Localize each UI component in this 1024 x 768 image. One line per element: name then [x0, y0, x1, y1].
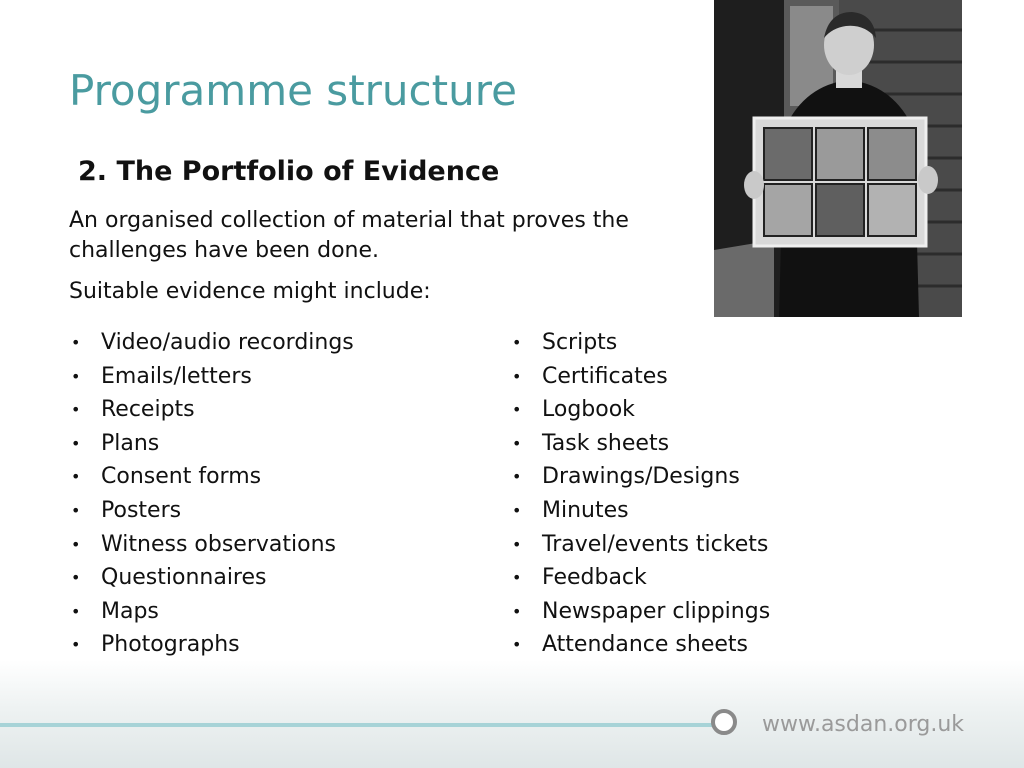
list-item: • Minutes — [510, 494, 770, 528]
list-item: • Photographs — [69, 628, 354, 662]
evidence-list-left — [69, 326, 354, 662]
list-item: • Maps — [69, 595, 354, 629]
list-item: • Travel/events tickets — [510, 528, 770, 562]
list-item: • Questionnaires — [69, 561, 354, 595]
circle-icon — [711, 709, 737, 735]
list-item: • Attendance sheets — [510, 628, 770, 662]
website-url[interactable]: www.asdan.org.uk — [762, 712, 965, 737]
list-item: • Certificates — [510, 360, 770, 394]
list-item: • Drawings/Designs — [510, 460, 770, 494]
list-item: • Feedback — [510, 561, 770, 595]
evidence-intro: Suitable evidence might include: — [69, 279, 431, 304]
list-item: • Newspaper clippings — [510, 595, 770, 629]
footer-divider-line — [0, 723, 712, 727]
list-item: • Emails/letters — [69, 360, 354, 394]
list-item: • Posters — [69, 494, 354, 528]
evidence-list-right — [510, 326, 770, 662]
student-portfolio-photo — [714, 0, 962, 317]
list-item: • Task sheets — [510, 427, 770, 461]
list-item: • Witness observations — [69, 528, 354, 562]
list-item: • Plans — [69, 427, 354, 461]
list-item: • Scripts — [510, 326, 770, 360]
portfolio-description: An organised collection of material that proves the challenges have been done. — [69, 208, 629, 263]
list-item: • Consent forms — [69, 460, 354, 494]
list-item: • Receipts — [69, 393, 354, 427]
slide-subtitle: 2. The Portfolio of Evidence — [78, 156, 500, 187]
list-item: • Logbook — [510, 393, 770, 427]
list-item: • Video/audio recordings — [69, 326, 354, 360]
slide-title: Programme structure — [69, 66, 517, 115]
